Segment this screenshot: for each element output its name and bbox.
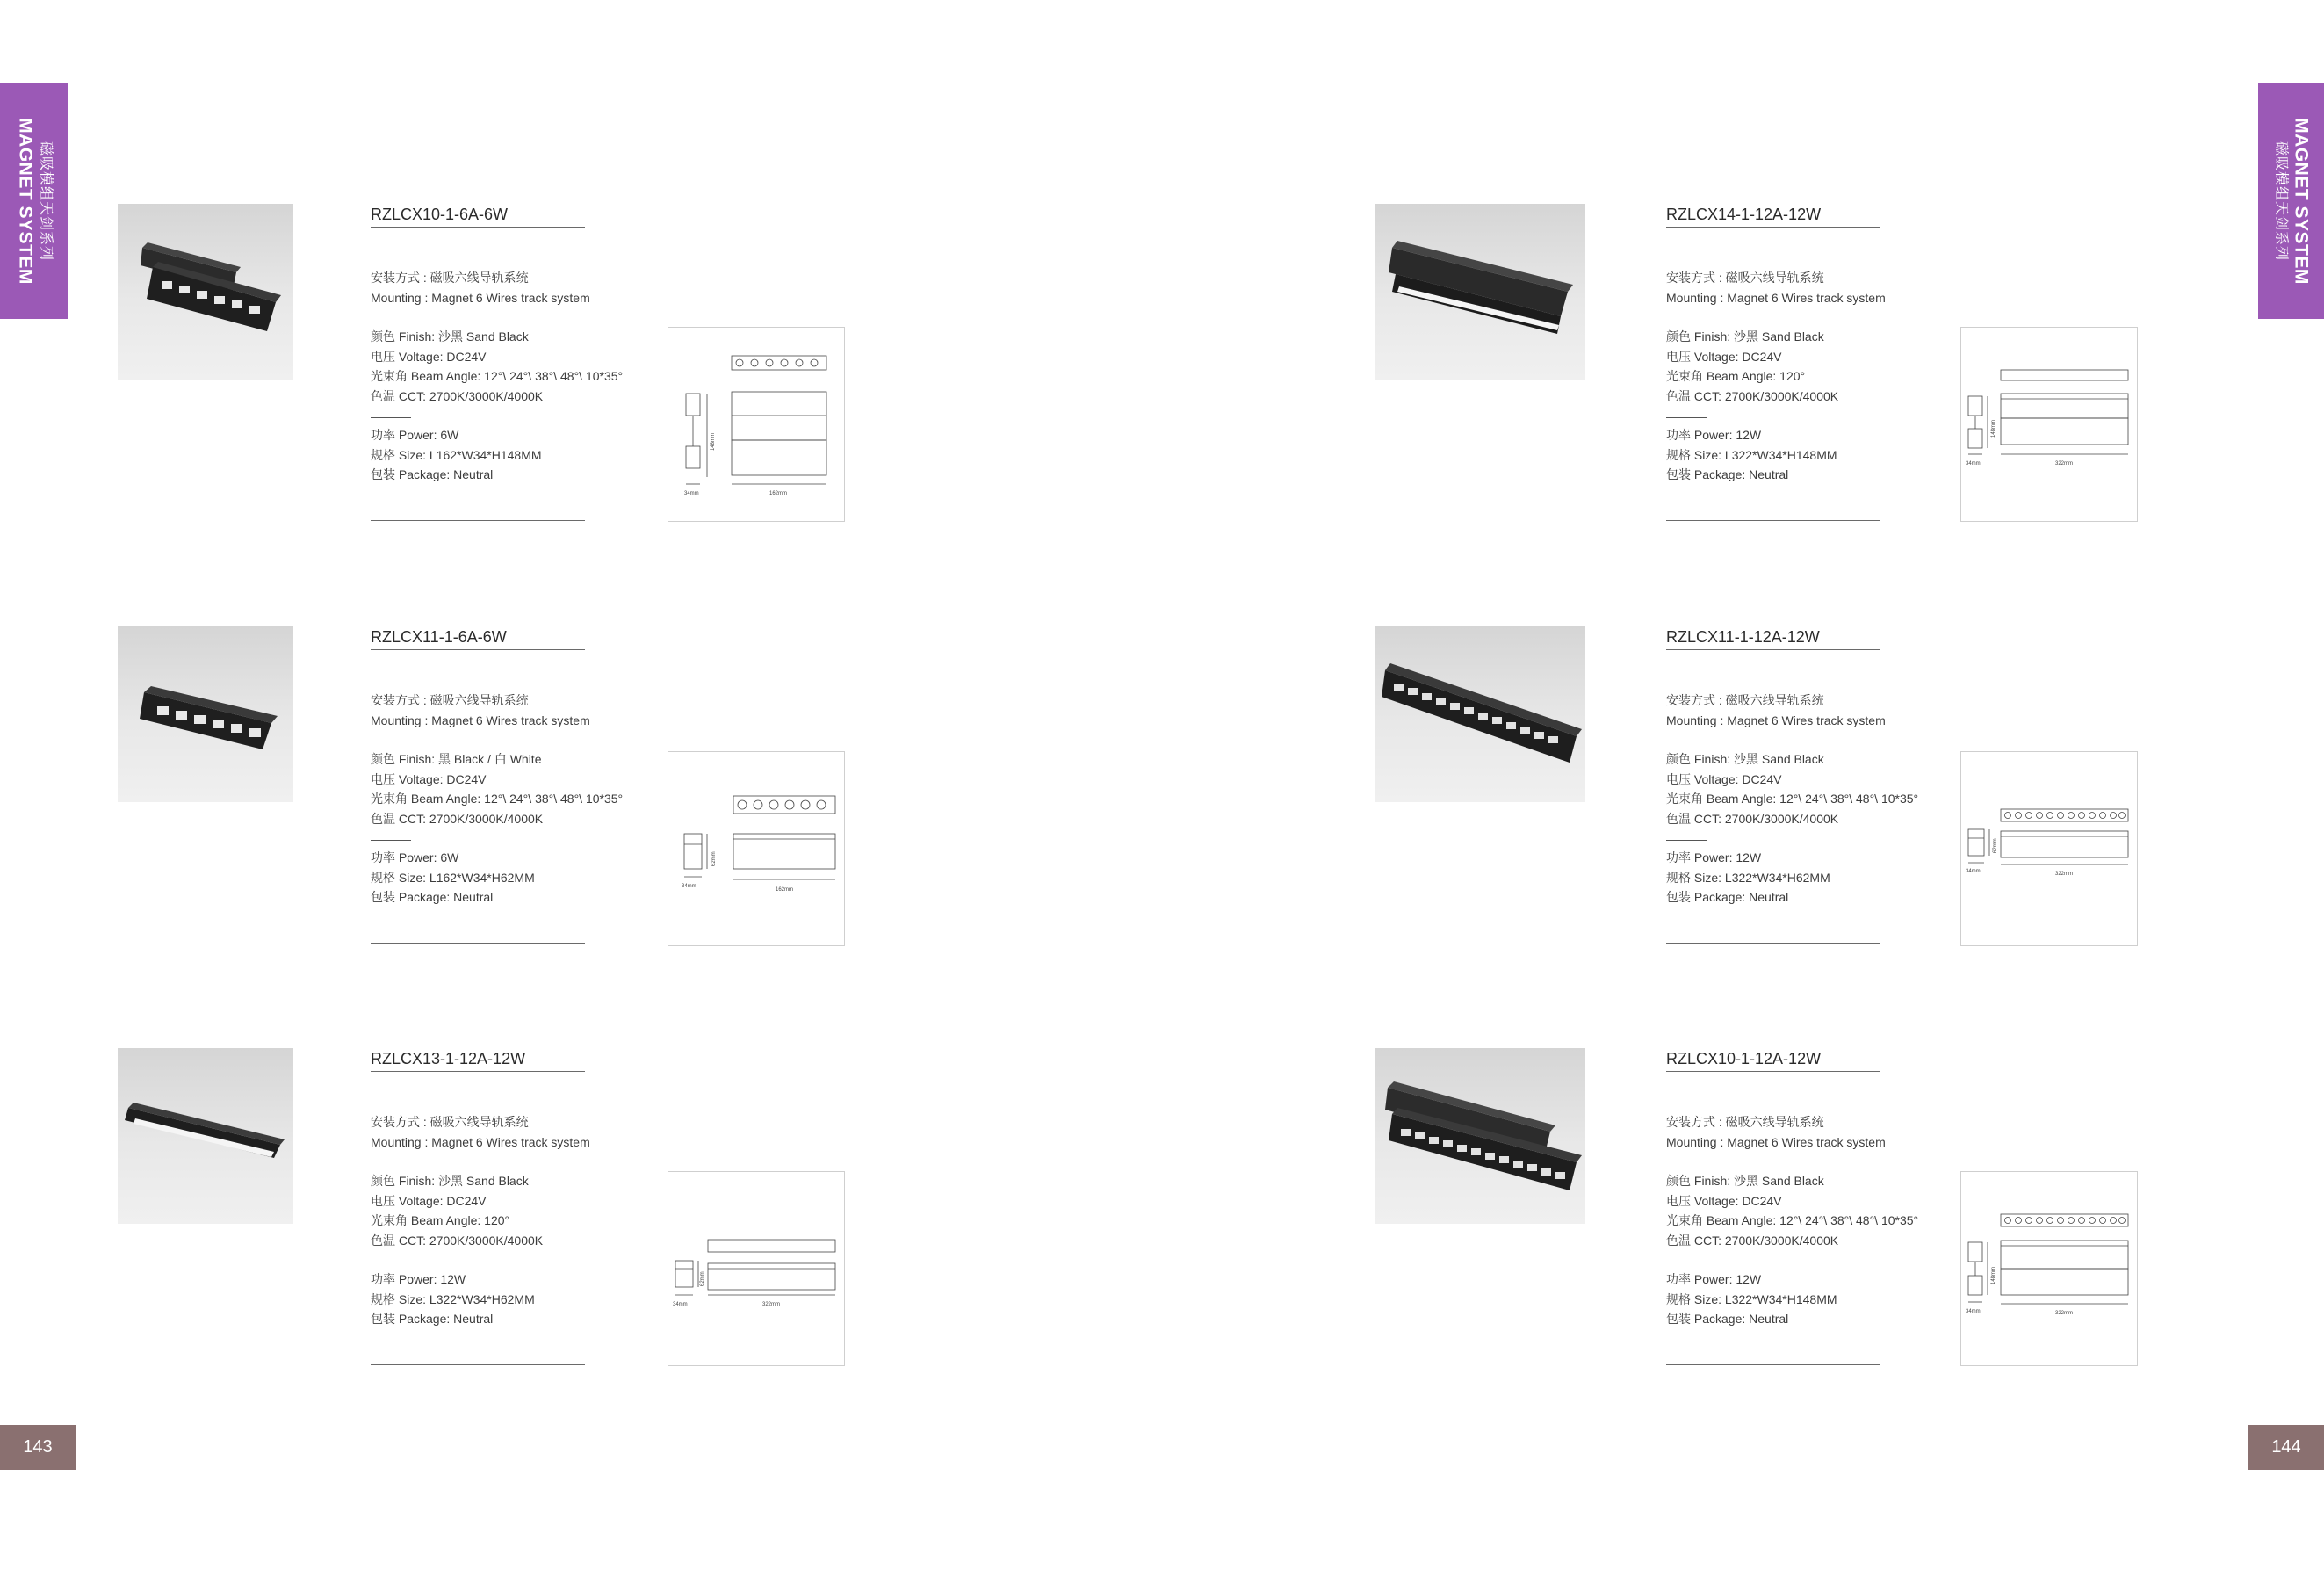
spec-size: 规格 Size: L322*W34*H148MM <box>1666 1291 1837 1306</box>
left-side-tab <box>0 83 68 319</box>
dimension-drawing <box>1960 751 2138 946</box>
spec-mounting-en: Mounting : Magnet 6 Wires track system <box>371 713 590 727</box>
page-number-left: 143 <box>0 1425 76 1470</box>
spec-cct: 色温 CCT: 2700K/3000K/4000K <box>371 811 544 826</box>
dim-height-label: 148mm <box>711 432 716 451</box>
dim-height-label: 148mm <box>1991 419 1996 438</box>
dim-height-label: 62mm <box>711 851 717 866</box>
spec-beam-angle: 光束角 Beam Angle: 12°\ 24°\ 38°\ 48°\ 10*35° <box>1666 792 1919 806</box>
dimension-drawing <box>668 1171 845 1366</box>
spec-divider <box>1666 840 1707 841</box>
spec-mounting-en: Mounting : Magnet 6 Wires track system <box>1666 1134 1886 1149</box>
model-underline <box>371 649 585 650</box>
model-underline <box>1666 649 1880 650</box>
model-underline <box>371 227 585 228</box>
page-number-right: 144 <box>2248 1425 2324 1470</box>
spec-cct: 色温 CCT: 2700K/3000K/4000K <box>1666 811 1839 826</box>
spec-voltage: 电压 Voltage: DC24V <box>1666 1193 1782 1208</box>
bottom-rule <box>371 1364 585 1365</box>
product-card <box>118 626 891 943</box>
spec-power: 功率 Power: 12W <box>1666 428 1762 442</box>
spec-mounting-cn: 安装方式 : 磁吸六线导轨系统 <box>1666 271 1824 285</box>
spec-size: 规格 Size: L162*W34*H148MM <box>371 447 542 462</box>
product-photo <box>118 626 293 802</box>
bottom-rule <box>371 943 585 944</box>
spec-finish: 颜色 Finish: 沙黑 Sand Black <box>371 329 529 344</box>
product-specs <box>1666 268 1886 485</box>
spec-power: 功率 Power: 12W <box>371 1272 466 1286</box>
spec-package: 包装 Package: Neutral <box>371 1312 494 1326</box>
product-model: RZLCX11-1-12A-12W <box>1666 628 1820 646</box>
dim-height-label: 62mm <box>1993 838 1998 853</box>
spec-power: 功率 Power: 6W <box>371 850 459 864</box>
product-specs <box>371 1112 590 1329</box>
dim-width-label: 34mm <box>1966 869 1981 874</box>
spec-power: 功率 Power: 12W <box>1666 850 1762 864</box>
product-specs <box>1666 691 1918 908</box>
spec-divider <box>371 417 411 418</box>
left-tab-title: MAGNET SYSTEM <box>15 118 36 285</box>
spec-finish: 颜色 Finish: 沙黑 Sand Black <box>1666 752 1824 766</box>
spec-mounting-cn: 安装方式 : 磁吸六线导轨系统 <box>1666 1115 1824 1129</box>
dim-length-label: 162mm <box>769 491 788 496</box>
spec-finish: 颜色 Finish: 沙黑 Sand Black <box>1666 329 1824 344</box>
spec-mounting-en: Mounting : Magnet 6 Wires track system <box>1666 713 1886 727</box>
spec-divider <box>371 840 411 841</box>
product-model: RZLCX13-1-12A-12W <box>371 1050 526 1067</box>
spec-voltage: 电压 Voltage: DC24V <box>371 1193 487 1208</box>
spec-cct: 色温 CCT: 2700K/3000K/4000K <box>1666 388 1839 403</box>
dim-length-label: 322mm <box>2055 461 2074 467</box>
bottom-rule <box>1666 520 1880 521</box>
spec-beam-angle: 光束角 Beam Angle: 120° <box>1666 369 1806 383</box>
spec-finish: 颜色 Finish: 黑 Black / 白 White <box>371 752 542 766</box>
dim-width-label: 34mm <box>673 1302 688 1307</box>
product-model: RZLCX11-1-6A-6W <box>371 628 507 646</box>
product-specs <box>371 268 623 485</box>
spec-cct: 色温 CCT: 2700K/3000K/4000K <box>371 388 544 403</box>
spec-beam-angle: 光束角 Beam Angle: 12°\ 24°\ 38°\ 48°\ 10*35° <box>1666 1213 1919 1227</box>
spec-package: 包装 Package: Neutral <box>371 890 494 904</box>
spec-finish: 颜色 Finish: 沙黑 Sand Black <box>371 1174 529 1188</box>
dim-height-label: 148mm <box>1991 1266 1996 1284</box>
spec-mounting-cn: 安装方式 : 磁吸六线导轨系统 <box>371 271 529 285</box>
dimension-drawing <box>668 327 845 522</box>
product-model: RZLCX14-1-12A-12W <box>1666 206 1822 223</box>
spec-beam-angle: 光束角 Beam Angle: 120° <box>371 1213 510 1227</box>
dim-length-label: 322mm <box>2055 872 2074 877</box>
product-model: RZLCX10-1-6A-6W <box>371 206 509 223</box>
spec-power: 功率 Power: 12W <box>1666 1272 1762 1286</box>
dim-length-label: 322mm <box>762 1302 781 1307</box>
right-tab-subtitle: 磁吸模组天剑系列 <box>2273 141 2289 261</box>
model-underline <box>1666 227 1880 228</box>
right-tab-title: MAGNET SYSTEM <box>2291 118 2312 285</box>
bottom-rule <box>1666 943 1880 944</box>
spec-mounting-en: Mounting : Magnet 6 Wires track system <box>371 1134 590 1149</box>
product-card <box>1375 1048 2147 1364</box>
dim-width-label: 34mm <box>682 884 696 889</box>
bottom-rule <box>1666 1364 1880 1365</box>
spec-cct: 色温 CCT: 2700K/3000K/4000K <box>1666 1233 1839 1248</box>
spec-mounting-cn: 安装方式 : 磁吸六线导轨系统 <box>371 693 529 707</box>
product-specs <box>371 691 623 908</box>
dim-width-label: 34mm <box>1966 1309 1981 1314</box>
product-photo <box>118 1048 293 1224</box>
dim-length-label: 322mm <box>2055 1311 2074 1316</box>
spec-beam-angle: 光束角 Beam Angle: 12°\ 24°\ 38°\ 48°\ 10*35° <box>371 792 624 806</box>
spec-size: 规格 Size: L162*W34*H62MM <box>371 870 535 885</box>
spec-mounting-cn: 安装方式 : 磁吸六线导轨系统 <box>371 1115 529 1129</box>
product-model: RZLCX10-1-12A-12W <box>1666 1050 1822 1067</box>
spec-voltage: 电压 Voltage: DC24V <box>1666 349 1782 364</box>
dim-height-label: 62mm <box>700 1271 705 1286</box>
spec-voltage: 电压 Voltage: DC24V <box>1666 771 1782 786</box>
spec-divider <box>1666 417 1707 418</box>
model-underline <box>1666 1071 1880 1072</box>
spec-size: 规格 Size: L322*W34*H62MM <box>1666 870 1830 885</box>
dimension-drawing <box>1960 327 2138 522</box>
left-tab-subtitle: 磁吸模组天剑系列 <box>38 141 54 261</box>
spec-package: 包装 Package: Neutral <box>371 467 494 481</box>
right-side-tab <box>2258 83 2324 319</box>
spec-mounting-en: Mounting : Magnet 6 Wires track system <box>1666 290 1886 305</box>
product-photo <box>118 204 293 380</box>
model-underline <box>371 1071 585 1072</box>
spec-package: 包装 Package: Neutral <box>1666 890 1789 904</box>
dimension-drawing <box>668 751 845 946</box>
product-photo <box>1375 1048 1585 1224</box>
spec-size: 规格 Size: L322*W34*H62MM <box>371 1291 535 1306</box>
product-specs <box>1666 1112 1918 1329</box>
dim-width-label: 34mm <box>684 491 699 496</box>
spec-voltage: 电压 Voltage: DC24V <box>371 771 487 786</box>
product-photo <box>1375 204 1585 380</box>
dimension-drawing <box>1960 1171 2138 1366</box>
spec-beam-angle: 光束角 Beam Angle: 12°\ 24°\ 38°\ 48°\ 10*35° <box>371 369 624 383</box>
spec-voltage: 电压 Voltage: DC24V <box>371 349 487 364</box>
dim-width-label: 34mm <box>1966 461 1981 467</box>
bottom-rule <box>371 520 585 521</box>
spec-finish: 颜色 Finish: 沙黑 Sand Black <box>1666 1174 1824 1188</box>
product-card <box>1375 204 2147 520</box>
spec-size: 规格 Size: L322*W34*H148MM <box>1666 447 1837 462</box>
spec-package: 包装 Package: Neutral <box>1666 467 1789 481</box>
product-card <box>1375 626 2147 943</box>
spec-cct: 色温 CCT: 2700K/3000K/4000K <box>371 1233 544 1248</box>
product-card <box>118 204 891 520</box>
spec-power: 功率 Power: 6W <box>371 428 459 442</box>
spec-package: 包装 Package: Neutral <box>1666 1312 1789 1326</box>
dim-length-label: 162mm <box>776 887 794 893</box>
product-photo <box>1375 626 1585 802</box>
spec-mounting-cn: 安装方式 : 磁吸六线导轨系统 <box>1666 693 1824 707</box>
spec-mounting-en: Mounting : Magnet 6 Wires track system <box>371 290 590 305</box>
product-card <box>118 1048 891 1364</box>
